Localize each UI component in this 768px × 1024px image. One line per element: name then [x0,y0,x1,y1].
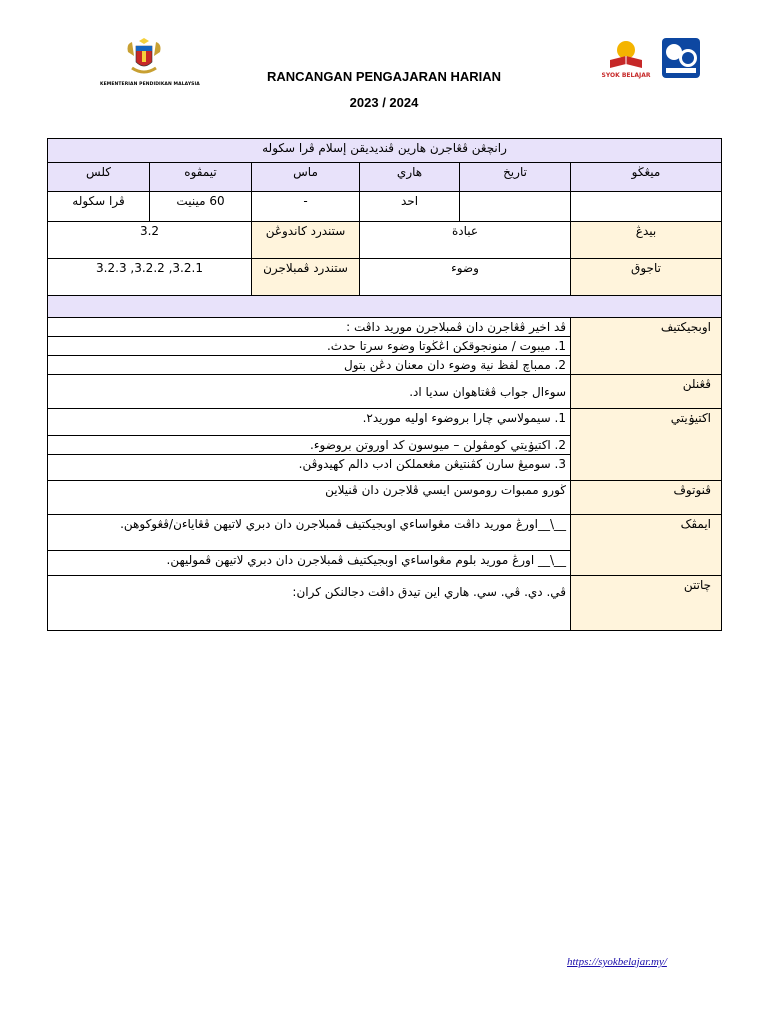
activity-row [48,409,722,436]
topic-value: وضوء [360,259,571,296]
notes-row [48,576,722,631]
ministry-logo [100,38,200,87]
header-week: ميڠڬو [571,163,722,192]
learning-standard-value: 3.2.1, 3.2.2, 3.2.3 [48,259,252,296]
activity-item: 2. اکتيۏيتي کومڤولن – ميوسون کد اوروتن بروضوء. [48,436,571,455]
theme-value: 60 مينيت [150,192,252,222]
academic-year: 2023 / 2024 [349,95,419,110]
objective-intro: ڤد اخير ڤڠاجرن دان ڤمبلاجرن موريد داڤت : [48,318,571,337]
objective-label: اوبجيکتيف [571,318,722,375]
table-caption: رانچڠن ڤڠاجرن هارين ڤنديديقن إسلام ڤرا سکوله [48,139,722,163]
header-theme: تيمڤوه [150,163,252,192]
topic-row [48,259,722,296]
induction-text: سوءال جواب ڤڠتاهوان سديا اد. [48,375,571,409]
activity-item: 3. سوميڠ سارن کڤنتيڠن مڠعملکن ادب دالم کهيدوڤن. [48,455,571,481]
day-value: احد [360,192,460,222]
objective-item: 2. ممباچ لفظ نية وضوء دان معنان دڠن بتول [48,356,571,375]
date-value [460,192,571,222]
info-row [48,192,722,222]
topic-label: تاجوق [571,259,722,296]
impact-item: __\__اورڠ موريد داڤت مڠواساءي اوبجيکتيف ڤمبلاجرن دان دبري لاتيهن ڤڠاياءن/ڤڠوکوهن. [48,515,571,551]
ministry-caption: KEMENTERIAN PENDIDIKAN MALAYSIA [100,82,200,87]
notes-label: چاتتن [571,576,722,631]
header-day: هاري [360,163,460,192]
header-class: کلس [48,163,150,192]
closing-label: ڤنوتوڤ [571,481,722,515]
section-divider [48,296,722,318]
time-value: - [252,192,360,222]
impact-item: __\__ اورڠ موريد بلوم مڠواساءي اوبجيکتيف ڤمبلاجرن دان دبري لاتيهن ڤموليهن. [48,551,571,576]
field-value: عبادة [360,222,571,259]
header-time: ماس [252,163,360,192]
footer-link[interactable]: https://syokbelajar.my/ [567,956,667,968]
induction-label: ڤڠنلن [571,375,722,409]
book-logo-icon [610,41,642,68]
notes-text: ڤي. دي. ڤي. سي. هاري اين تيدق داڤت دجالنکن کران: [48,576,571,631]
brand-name: SYOK BELAJAR [602,72,651,79]
objective-item: 1. ميبوت / منونجوقکن اڠڬوتا وضوء سرتا حدث. [48,337,571,356]
field-label: بيدڠ [571,222,722,259]
closing-row [48,481,722,515]
coat-of-arms-icon [122,38,166,76]
induction-row [48,375,722,409]
activity-label: اکتيۏيتي [571,409,722,481]
anniversary-logo-icon [662,38,700,78]
lesson-plan-table [47,138,722,631]
impact-label: ايمڤک [571,515,722,576]
impact-row [48,515,722,551]
closing-text: ڬورو ممبوات روموسن ايسي ڤلاجرن دان ڤنيلاين [48,481,571,515]
week-value [571,192,722,222]
header-date: تاريخ [460,163,571,192]
field-row [48,222,722,259]
content-standard-label: ستندرد کاندوڠن [252,222,360,259]
header-row [48,163,722,192]
learning-standard-label: ستندرد ڤمبلاجرن [252,259,360,296]
objective-row [48,318,722,337]
content-standard-value: 3.2 [48,222,252,259]
class-value: ڤرا سکوله [48,192,150,222]
brand-logos [602,36,704,82]
page-title: RANCANGAN PENGAJARAN HARIAN [266,69,501,84]
activity-item: 1. سيمولاسي چارا بروضوء اوليه موريد٢. [48,409,571,436]
